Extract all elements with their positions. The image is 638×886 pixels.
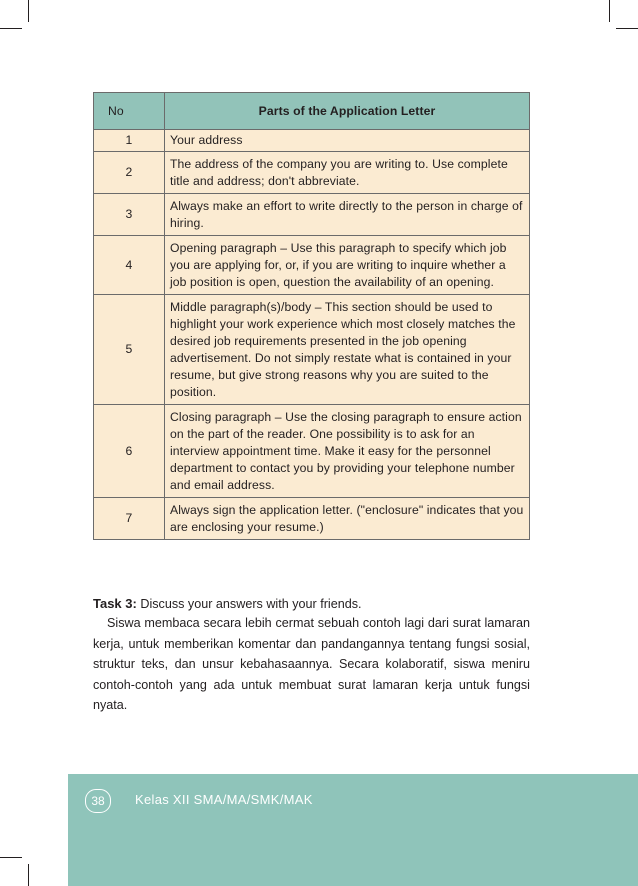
row-description: Your address	[165, 130, 530, 152]
row-number: 5	[94, 295, 165, 405]
row-number: 3	[94, 194, 165, 236]
row-number: 1	[94, 130, 165, 152]
task-instruction-text: Discuss your answers with your friends.	[136, 597, 362, 611]
task-instruction	[93, 595, 530, 613]
row-number: 4	[94, 236, 165, 295]
row-description: Middle paragraph(s)/body – This section should be used to highlight your work experience which most closely matches the desired job requirements presented in the job opening advertisement. Do not simply restate what is contained in your resume, but give strong reasons why you are suited to the position.	[165, 295, 530, 405]
footer-class-label: Kelas XII SMA/MA/SMK/MAK	[135, 792, 313, 807]
crop-mark	[0, 857, 22, 858]
row-number: 2	[94, 152, 165, 194]
header-no: No	[94, 93, 165, 130]
row-description: Closing paragraph – Use the closing paragraph to ensure action on the part of the reader. One possibility is to ask for an interview appointment time. Make it easy for the personnel department to contact you by providing your telephone number and email address.	[165, 405, 530, 498]
row-description: The address of the company you are writing to. Use complete title and address; don't abbreviate.	[165, 152, 530, 194]
application-letter-parts-table	[93, 92, 530, 540]
table-row	[94, 405, 530, 498]
row-number: 6	[94, 405, 165, 498]
row-description: Always make an effort to write directly to the person in charge of hiring.	[165, 194, 530, 236]
row-number: 7	[94, 498, 165, 540]
table-row	[94, 295, 530, 405]
crop-mark	[609, 0, 610, 22]
page-number: 38	[85, 789, 111, 813]
table-row	[94, 130, 530, 152]
crop-mark	[28, 0, 29, 22]
task-label: Task 3:	[93, 596, 137, 611]
header-parts: Parts of the Application Letter	[165, 93, 530, 130]
table-row	[94, 498, 530, 540]
table-row	[94, 236, 530, 295]
crop-mark	[0, 28, 22, 29]
table-row	[94, 194, 530, 236]
row-description: Always sign the application letter. ("enclosure" indicates that you are enclosing your resume.)	[165, 498, 530, 540]
table-row	[94, 152, 530, 194]
task-paragraph: Siswa membaca secara lebih cermat sebuah contoh lagi dari surat lamaran kerja, untuk memberikan komentar dan pandangannya tentang fungsi sosial, struktur teks, dan unsur kebahasaannya. Secara kolaboratif, siswa meniru contoh-contoh yang ada untuk membuat surat lamaran kerja untuk fungsi nyata.	[93, 616, 530, 712]
crop-mark	[28, 864, 29, 886]
crop-mark	[616, 28, 638, 29]
table-header-row	[94, 93, 530, 130]
row-description: Opening paragraph – Use this paragraph to specify which job you are applying for, or, if you are writing to inquire whether a job position is open, question the availability of an opening.	[165, 236, 530, 295]
